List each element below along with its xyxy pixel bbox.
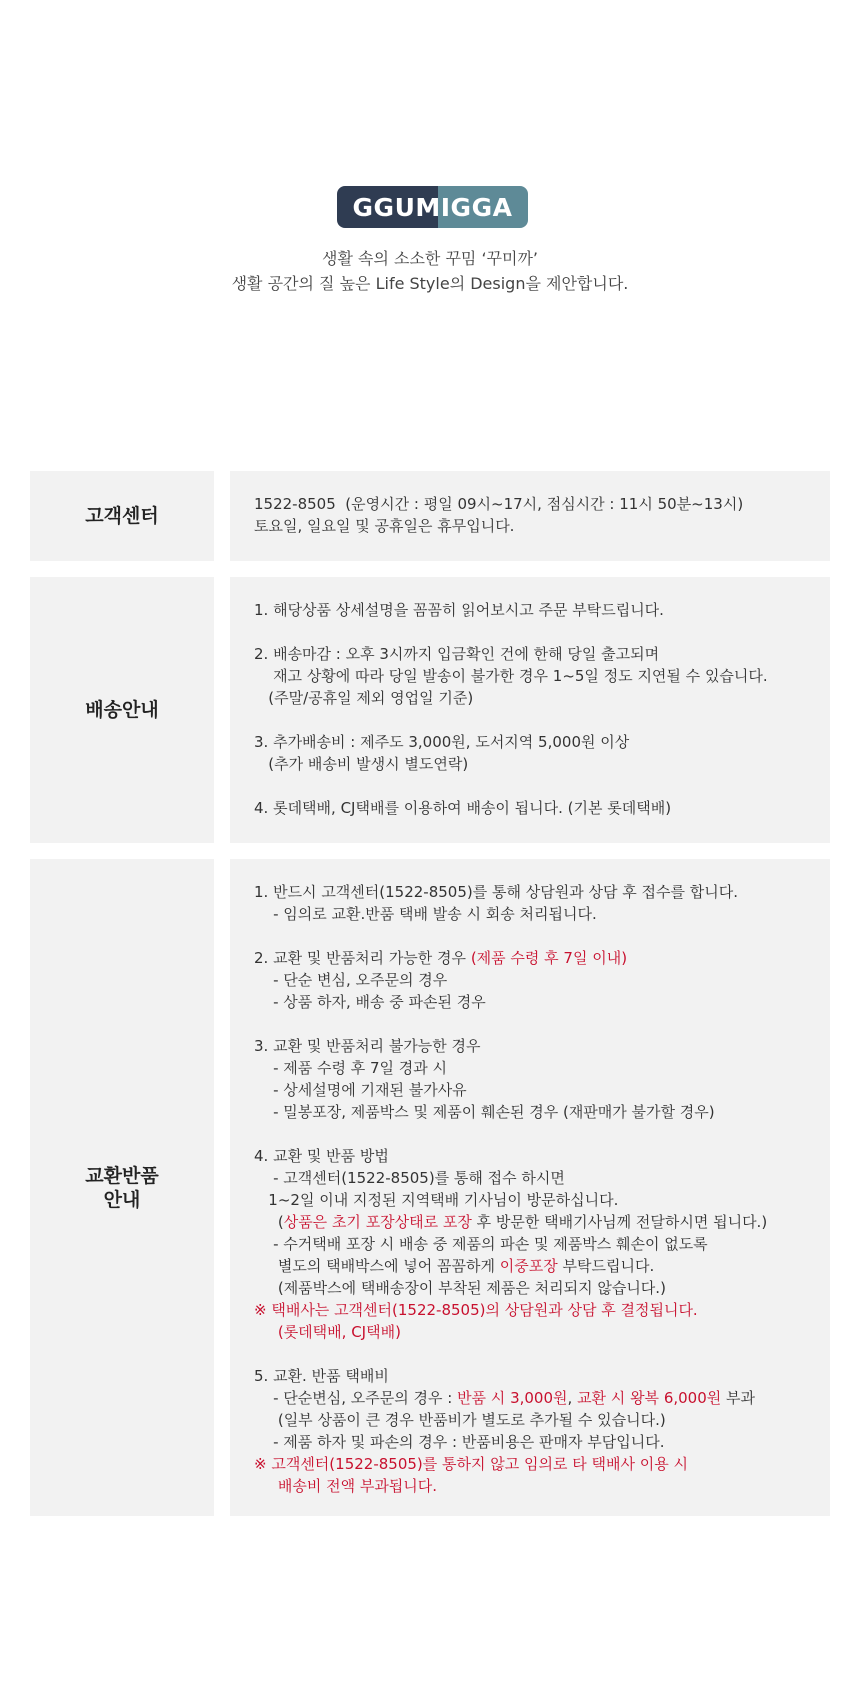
customer-center-phone-hours: 1522-8505 (운영시간 : 평일 09시~17시, 점심시간 : 11시 50분~13시) <box>254 495 744 513</box>
exchange-fee-highlight: 교환 시 왕복 6,000원 <box>577 1389 722 1407</box>
shipping-item-2-detail: 재고 상황에 따라 당일 발송이 불가한 경우 1~5일 정도 지연될 수 있습니다. <box>254 667 768 685</box>
shipping-label: 배송안내 <box>30 577 214 843</box>
exchange-item-1-note: - 임의로 교환.반품 택배 발송 시 회송 처리됩니다. <box>254 905 597 923</box>
shipping-item-2-note: (주말/공휴일 제외 영업일 기준) <box>254 689 474 707</box>
return-fee-highlight: 반품 시 3,000원 <box>457 1389 568 1407</box>
exchange-return-label: 교환반품 안내 <box>30 859 214 1516</box>
exchange-item-4-packing-note: (상품은 초기 포장상태로 포장 후 방문한 택배기사님께 전달하시면 됩니다.) <box>254 1213 768 1231</box>
exchange-item-3-case-1: - 제품 수령 후 7일 경과 시 <box>254 1059 448 1077</box>
shipping-item-4: 4. 롯데택배, CJ택배를 이용하여 배송이 됩니다. (기본 롯데택배) <box>254 799 672 817</box>
customer-center-label: 고객센터 <box>30 471 214 561</box>
exchange-item-3-case-2: - 상세설명에 기재된 불가사유 <box>254 1081 467 1099</box>
exchange-item-5: 5. 교환. 반품 택배비 <box>254 1367 389 1385</box>
shipping-item-2: 2. 배송마감 : 오후 3시까지 입금확인 건에 한해 당일 출고되며 <box>254 645 660 663</box>
exchange-item-2: 2. 교환 및 반품처리 가능한 경우 (제품 수령 후 7일 이내) <box>254 949 628 967</box>
exchange-item-5-fee: - 단순변심, 오주문의 경우 : 반품 시 3,000원, 교환 시 왕복 6,000원 부과 <box>254 1389 755 1407</box>
shipping-item-3-note: (추가 배송비 발생시 별도연락) <box>254 755 469 773</box>
exchange-item-4: 4. 교환 및 반품 방법 <box>254 1147 389 1165</box>
exchange-item-2-case-2: - 상품 하자, 배송 중 파손된 경우 <box>254 993 486 1011</box>
exchange-item-4-step-2: - 수거택배 포장 시 배송 중 제품의 파손 및 제품박스 훼손이 없도록 <box>254 1235 708 1253</box>
original-packing-highlight: 상품은 초기 포장상태로 포장 <box>283 1213 472 1231</box>
double-packing-highlight: 이중포장 <box>499 1257 558 1275</box>
shipping-item-3: 3. 추가배송비 : 제주도 3,000원, 도서지역 5,000원 이상 <box>254 733 630 751</box>
shipping-item-1: 1. 해당상품 상세설명을 꼼꼼히 읽어보시고 주문 부탁드립니다. <box>254 601 664 619</box>
exchange-item-2-case-1: - 단순 변심, 오주문의 경우 <box>254 971 448 989</box>
exchange-item-3: 3. 교환 및 반품처리 불가능한 경우 <box>254 1037 481 1055</box>
other-courier-notice-detail: 배송비 전액 부과됩니다. <box>254 1477 438 1495</box>
tagline-line-2: 생활 공간의 질 높은 Life Style의 Design을 제안합니다. <box>231 274 629 293</box>
exchange-return-info <box>230 859 830 1516</box>
exchange-item-5-fee-note: (일부 상품이 큰 경우 반품비가 별도로 추가될 수 있습니다.) <box>254 1411 666 1429</box>
tagline-line-1: 생활 속의 소소한 꾸밈 ‘꾸미까’ <box>322 249 538 268</box>
customer-center-info <box>230 471 830 561</box>
courier-decision-notice: ※ 택배사는 고객센터(1522-8505)의 상담원과 상담 후 결정됩니다. <box>254 1301 698 1319</box>
brand-logo: GGUMIGGA <box>337 186 528 228</box>
exchange-item-4-step-1: - 고객센터(1522-8505)를 통해 접수 하시면 <box>254 1169 565 1187</box>
customer-center-holiday-note: 토요일, 일요일 및 공휴일은 휴무입니다. <box>254 517 515 535</box>
exchange-period-highlight: (제품 수령 후 7일 이내) <box>470 949 628 967</box>
exchange-item-4-step-1-detail: 1~2일 이내 지정된 지역택배 기사님이 방문하십니다. <box>254 1191 619 1209</box>
exchange-item-5-defect: - 제품 하자 및 파손의 경우 : 반품비용은 판매자 부담입니다. <box>254 1433 665 1451</box>
exchange-item-4-label-note: (제품박스에 택배송장이 부착된 제품은 처리되지 않습니다.) <box>254 1279 666 1297</box>
exchange-item-3-case-3: - 밀봉포장, 제품박스 및 제품이 훼손된 경우 (재판매가 불가할 경우) <box>254 1103 715 1121</box>
exchange-item-4-double-pack: 별도의 택배박스에 넣어 꼼꼼하게 이중포장 부탁드립니다. <box>254 1257 655 1275</box>
exchange-item-1: 1. 반드시 고객센터(1522-8505)를 통해 상담원과 상담 후 접수를 합니다. <box>254 883 738 901</box>
shipping-info <box>230 577 830 843</box>
other-courier-notice: ※ 고객센터(1522-8505)를 통하지 않고 임의로 타 택배사 이용 시 <box>254 1455 688 1473</box>
courier-decision-notice-couriers: (롯데택배, CJ택배) <box>254 1323 401 1341</box>
